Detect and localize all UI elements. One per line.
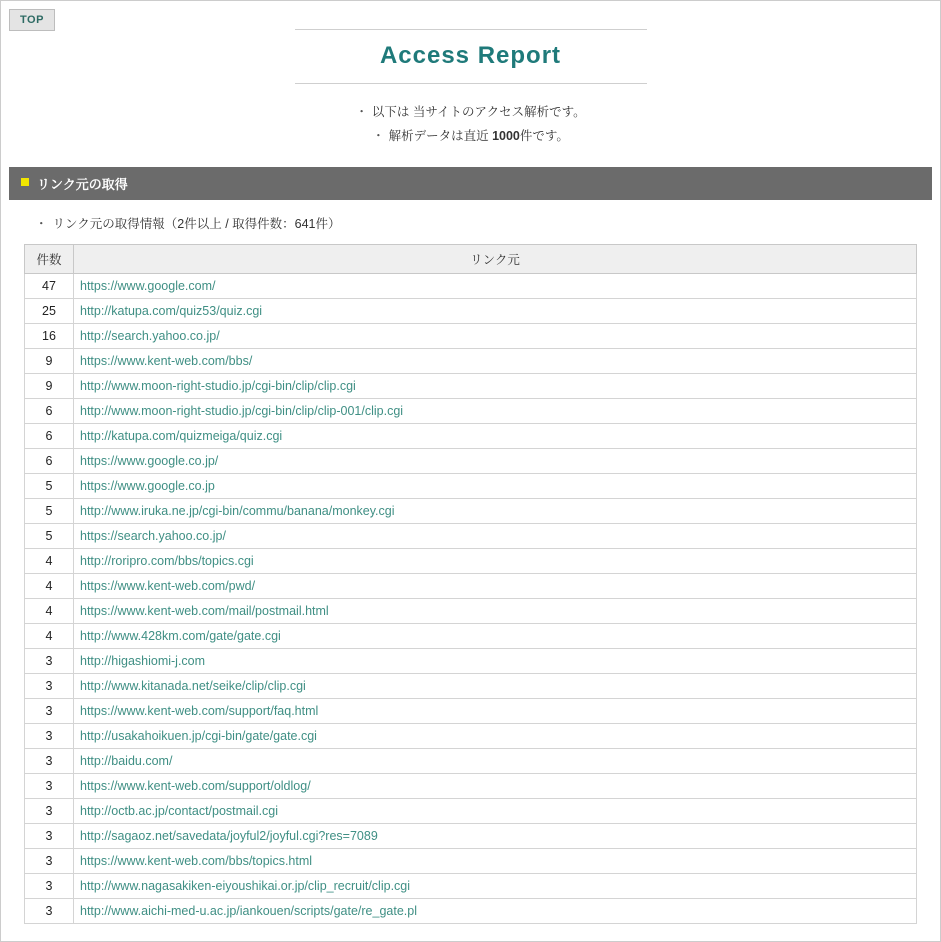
referrer-table [24,244,917,924]
cell-url [74,423,917,448]
square-marker-icon [21,178,29,186]
cell-count: 6 [25,398,74,423]
table-row [25,423,917,448]
cell-url [74,673,917,698]
cell-count: 4 [25,598,74,623]
cell-url [74,523,917,548]
referrer-link[interactable]: http://sagaoz.net/savedata/joyful2/joyful.cgi?res=7089 [80,828,378,843]
cell-url [74,398,917,423]
header-note-1-text: 以下は 当サイトのアクセス解析です。 [371,105,586,119]
cell-count: 3 [25,848,74,873]
header-note-2-suffix: 件です。 [519,129,569,144]
table-row [25,698,917,723]
referrer-link[interactable]: http://higashiomi-j.com [80,653,206,668]
table-row [25,498,917,523]
cell-url [74,823,917,848]
referrer-link[interactable]: http://katupa.com/quizmeiga/quiz.cgi [80,428,283,443]
header-note-2-prefix: 解析データは直近 [388,129,493,144]
cell-url [74,473,917,498]
referrer-link[interactable]: http://www.nagasakiken-eiyoushikai.or.jp/clip_recruit/clip.cgi [80,878,411,893]
table-row [25,773,917,798]
table-header-row [25,244,917,273]
referrer-link[interactable]: https://www.kent-web.com/support/faq.html [80,703,319,718]
cell-count: 16 [25,323,74,348]
table-row [25,398,917,423]
referrer-link[interactable]: http://baidu.com/ [80,753,173,768]
referrer-link[interactable]: http://www.428km.com/gate/gate.cgi [80,628,281,643]
cell-url [74,723,917,748]
cell-count: 6 [25,423,74,448]
cell-url [74,798,917,823]
table-row [25,298,917,323]
column-header-url: リンク元 [74,244,917,273]
table-body [25,273,917,923]
referrer-link[interactable]: http://www.iruka.ne.jp/cgi-bin/commu/banana/monkey.cgi [80,503,395,518]
table-row [25,798,917,823]
cell-url [74,348,917,373]
referrer-link[interactable]: https://www.google.com/ [80,278,216,293]
cell-count: 3 [25,798,74,823]
cell-count: 3 [25,823,74,848]
cell-count: 5 [25,473,74,498]
referrer-link[interactable]: https://www.kent-web.com/pwd/ [80,578,256,593]
report-header [295,29,647,84]
cell-count: 4 [25,623,74,648]
referrer-link[interactable]: https://search.yahoo.co.jp/ [80,528,226,543]
cell-count: 47 [25,273,74,298]
referrer-link[interactable]: https://www.kent-web.com/bbs/topics.html [80,853,313,868]
table-row [25,373,917,398]
referrer-link[interactable]: http://search.yahoo.co.jp/ [80,328,220,343]
table-row [25,323,917,348]
cell-count: 3 [25,698,74,723]
cell-count: 3 [25,898,74,923]
referrer-link[interactable]: http://roripro.com/bbs/topics.cgi [80,553,254,568]
header-note-2-count: 1000 [492,129,520,144]
cell-url [74,873,917,898]
cell-url [74,748,917,773]
referrer-link[interactable]: http://www.kitanada.net/seike/clip/clip.cgi [80,678,306,693]
table-row [25,848,917,873]
table-row [25,748,917,773]
referrer-link[interactable]: http://usakahoikuen.jp/cgi-bin/gate/gate.cgi [80,728,317,743]
table-row [25,873,917,898]
top-button[interactable]: TOP [9,9,55,31]
table-row [25,348,917,373]
header-notes [1,100,940,149]
table-row [25,648,917,673]
header-note-1 [1,100,940,124]
bullet-icon: ・ [35,216,48,231]
cell-url [74,648,917,673]
referrer-link[interactable]: https://www.kent-web.com/bbs/ [80,353,253,368]
cell-count: 3 [25,773,74,798]
column-header-count: 件数 [25,244,74,273]
table-row [25,548,917,573]
referrer-link[interactable]: http://www.moon-right-studio.jp/cgi-bin/clip/clip-001/clip.cgi [80,403,404,418]
cell-url [74,848,917,873]
cell-url [74,598,917,623]
referrer-link[interactable]: https://www.google.co.jp [80,478,215,493]
referrer-link[interactable]: http://octb.ac.jp/contact/postmail.cgi [80,803,279,818]
table-row [25,673,917,698]
table-row [25,823,917,848]
referrer-link[interactable]: http://www.aichi-med-u.ac.jp/iankouen/scripts/gate/re_gate.pl [80,903,417,918]
table-row [25,898,917,923]
cell-count: 5 [25,498,74,523]
cell-url [74,498,917,523]
cell-url [74,773,917,798]
title-rule-bottom [295,83,647,84]
table-row [25,448,917,473]
table-row [25,473,917,498]
referrer-link[interactable]: http://katupa.com/quiz53/quiz.cgi [80,303,263,318]
bullet-icon: ・ [372,129,385,144]
table-row [25,573,917,598]
cell-count: 4 [25,548,74,573]
section-subnote [35,214,940,232]
cell-url [74,623,917,648]
bullet-icon: ・ [355,105,368,119]
table-row [25,723,917,748]
section-title: リンク元の取得 [37,176,128,192]
cell-count: 3 [25,748,74,773]
cell-count: 3 [25,723,74,748]
table-row [25,623,917,648]
cell-count: 9 [25,348,74,373]
cell-count: 4 [25,573,74,598]
cell-url [74,448,917,473]
table-row [25,273,917,298]
table-row [25,598,917,623]
referrer-link[interactable]: https://www.google.co.jp/ [80,453,219,468]
cell-url [74,298,917,323]
cell-count: 6 [25,448,74,473]
cell-url [74,373,917,398]
referrer-link[interactable]: https://www.kent-web.com/support/oldlog/ [80,778,311,793]
cell-count: 3 [25,673,74,698]
cell-url [74,898,917,923]
referrer-link[interactable]: https://www.kent-web.com/mail/postmail.html [80,603,329,618]
page-title: Access Report [379,42,562,69]
cell-count: 25 [25,298,74,323]
section-header [9,167,932,200]
cell-url [74,273,917,298]
cell-count: 9 [25,373,74,398]
header-note-2 [1,124,940,148]
cell-url [74,698,917,723]
section-subnote-text: リンク元の取得情報（2件以上 / 取得件数：641件） [52,216,341,231]
cell-count: 3 [25,648,74,673]
cell-url [74,548,917,573]
referrer-link[interactable]: http://www.moon-right-studio.jp/cgi-bin/clip/clip.cgi [80,378,356,393]
cell-url [74,323,917,348]
table-row [25,523,917,548]
cell-count: 5 [25,523,74,548]
cell-url [74,573,917,598]
cell-count: 3 [25,873,74,898]
